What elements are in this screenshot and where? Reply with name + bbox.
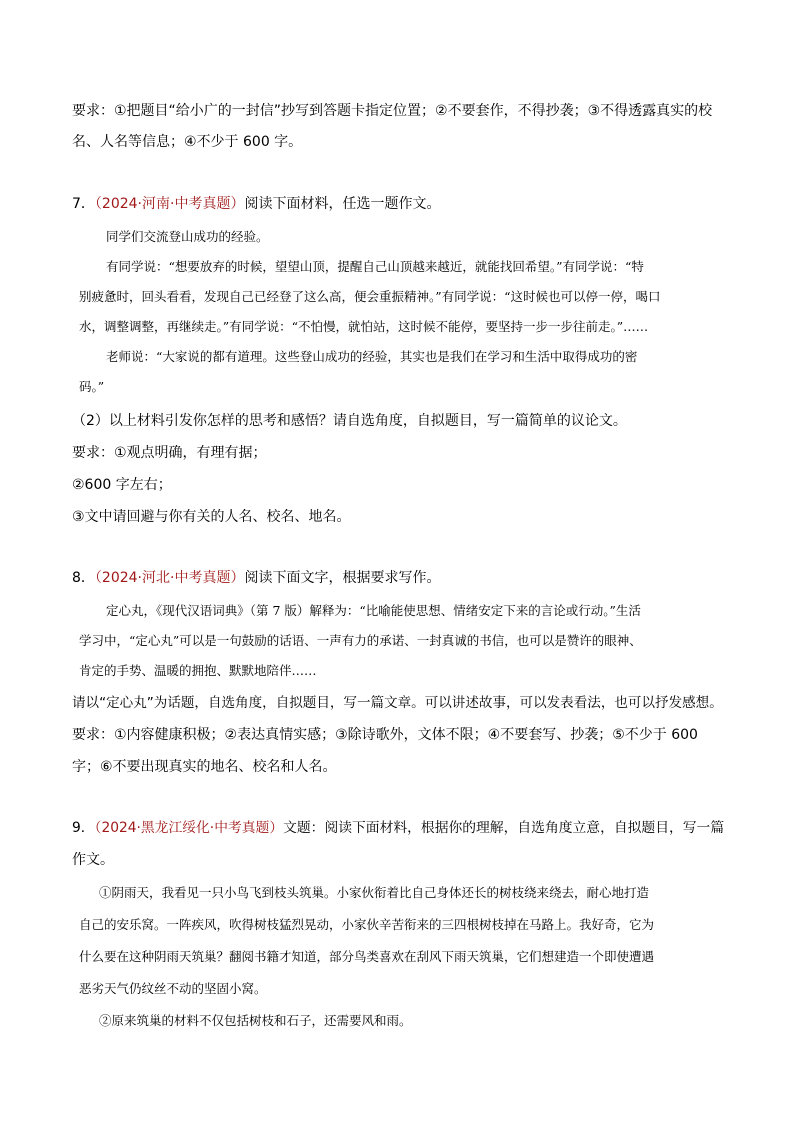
requirement-line: 要求：①观点明确，有理有据； (72, 445, 267, 461)
question-instruction-continued: 作文。 (72, 852, 114, 868)
material-line: ②原来筑巢的材料不仅包括树枝和石子，还需要风和雨。 (99, 1013, 412, 1028)
q6-requirement-line: 要求：①把题目“给小广的一封信”抄写到答题卡指定位置；②不要套作，不得抄袭；③不得透露真实的校 (72, 103, 713, 119)
question-source: （2024·河北·中考真题） (94, 570, 245, 586)
question-8-header (72, 568, 440, 588)
question-instruction: 阅读下面材料，任选一题作文。 (244, 196, 441, 212)
requirement-line: 要求：①内容健康积极；②表达真情实感；③除诗歌外，文体不限；④不要套写、抄袭；⑤不少于 600 (72, 727, 698, 743)
material-paragraph: 同学们交流登山成功的经验。 (106, 229, 269, 244)
material-line: 码。” (79, 379, 105, 394)
question-prompt: （2）以上材料引发你怎样的思考和感悟？请自选角度，自拟题目，写一篇简单的议论文。 (72, 413, 627, 429)
question-9-header (72, 818, 724, 838)
material-line: 水，调整调整，再继续走。”有同学说：“不怕慢，就怕站，这时候不能停，要坚持一步一步往前走。”…… (79, 319, 649, 334)
material-line: ①阴雨天，我看见一只小鸟飞到枝头筑巢。小家伙衔着比自己身体还长的树枝绕来绕去，耐心地打造 (99, 885, 650, 900)
material-line: 什么要在这种阴雨天筑巢？翻阅书籍才知道，部分鸟类喜欢在刮风下雨天筑巢，它们想建造一个即使遭遇 (79, 949, 655, 964)
material-line: 肯定的手势、温暖的拥抱、默默地陪伴…… (79, 663, 317, 678)
material-line: 学习中，“定心丸”可以是一句鼓励的话语、一声有力的承诺、一封真诚的书信，也可以是赞许的眼神、 (79, 633, 642, 648)
question-7-header (72, 194, 440, 214)
material-line: 恶劣天气仍纹丝不动的坚固小窝。 (79, 981, 267, 996)
question-instruction: 阅读下面文字，根据要求写作。 (244, 570, 441, 586)
question-source: （2024·河南·中考真题） (94, 196, 245, 212)
question-number: 8． (72, 570, 95, 586)
requirement-line: 字；⑥不要出现真实的地名、校名和人名。 (72, 759, 337, 775)
question-instruction: 文题：阅读下面材料，根据你的理解，自选角度立意，自拟题目，写一篇 (283, 820, 725, 836)
question-number: 7． (72, 196, 95, 212)
material-line: 定心丸，《现代汉语词典》（第 7 版）解释为：“比喻能使思想、情绪安定下来的言论或行动。”生活 (106, 603, 641, 618)
material-line: 别疲惫时，回头看看，发现自己已经登了这么高，便会重振精神。”有同学说：“这时候也可以停一停，喝口 (79, 289, 661, 304)
question-number: 9． (72, 820, 95, 836)
requirement-line: ②600 字左右； (72, 477, 172, 493)
requirement-line: ③文中请回避与你有关的人名、校名、地名。 (72, 509, 351, 525)
question-source: （2024·黑龙江绥化·中考真题） (94, 820, 284, 836)
q6-requirement-line: 名、人名等信息；④不少于 600 字。 (72, 134, 303, 150)
material-line: 自己的安乐窝。一阵疾风，吹得树枝猛烈晃动，小家伙辛苦衔来的三四根树枝掉在马路上。我好奇，它为 (79, 917, 655, 932)
question-prompt: 请以“定心丸”为话题，自选角度，自拟题目，写一篇文章。可以讲述故事，可以发表看法，也可以抒发感想。 (72, 695, 723, 711)
material-line: 有同学说：“想要放弃的时候，望望山顶，提醒自己山顶越来越近，就能找回希望。”有同学说：“特 (106, 259, 644, 274)
material-line: 老师说：“大家说的都有道理。这些登山成功的经验，其实也是我们在学习和生活中取得成功的密 (106, 349, 638, 364)
